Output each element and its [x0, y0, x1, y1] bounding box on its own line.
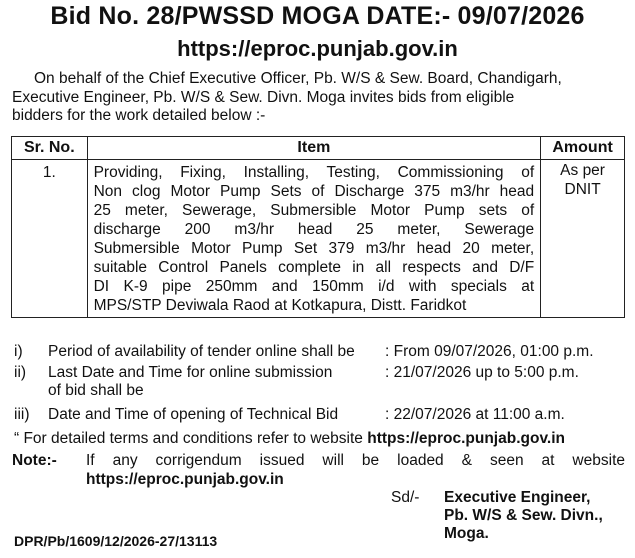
- col-header-sr: Sr. No.: [12, 137, 88, 160]
- item-line: Providing, Fixing, Installing, Testing, Commissioning of: [93, 164, 535, 181]
- schedule-label: Date and Time of opening of Technical Bid: [48, 406, 339, 423]
- schedule-label: Last Date and Time for online submission: [48, 364, 333, 381]
- item-line: Submersible Motor Pump Set 379 m3/hr head 20 meter,: [93, 240, 535, 257]
- terms-text: “ For detailed terms and conditions refer to website: [14, 430, 368, 447]
- signatory-line: Moga.: [444, 525, 489, 542]
- item-line: suitable Control Panels complete in all respects and D/F: [93, 259, 535, 276]
- schedule-value: : 21/07/2026 up to 5:00 p.m.: [385, 364, 579, 381]
- col-header-amount: Amount: [541, 137, 625, 160]
- schedule-number: i): [14, 343, 23, 360]
- bid-title: Bid No. 28/PWSSD MOGA DATE:- 09/07/2026: [50, 2, 585, 30]
- note-label: Note:-: [12, 452, 57, 469]
- item-line: DI K-9 pipe 250mm and 150mm i/d with specials at: [93, 278, 535, 295]
- col-header-item: Item: [87, 137, 541, 160]
- signatory-line: Pb. W/S & Sew. Divn.,: [444, 507, 603, 524]
- intro-line: bidders for the work detailed below :-: [12, 107, 266, 124]
- schedule-number: iii): [14, 406, 30, 423]
- item-line: discharge 200 m3/hr head 25 meter, Sewerage: [93, 221, 535, 238]
- website-heading[interactable]: https://eproc.punjab.gov.in: [177, 36, 458, 61]
- schedule-label: of bid shall be: [48, 382, 144, 399]
- intro-paragraph: [12, 70, 625, 126]
- note-website-link[interactable]: https://eproc.punjab.gov.in: [86, 471, 284, 488]
- intro-line: On behalf of the Chief Executive Officer, Pb. W/S & Sew. Board, Chandigarh,: [34, 70, 562, 87]
- reference-number: DPR/Pb/1609/12/2026-27/13113: [14, 533, 218, 549]
- schedule-value: : 22/07/2026 at 11:00 a.m.: [385, 406, 565, 423]
- cell-amount: [541, 160, 625, 318]
- item-line: MPS/STP Deviwala Raod at Kotkapura, Distt. Faridkot: [93, 297, 467, 314]
- signatory-line: Executive Engineer,: [444, 489, 591, 506]
- work-table: [11, 136, 625, 318]
- cell-sr: 1.: [12, 160, 88, 318]
- schedule-value: : From 09/07/2026, 01:00 p.m.: [385, 343, 594, 360]
- item-line: 25 meter, Sewerage, Submersible Motor Pump sets of: [93, 202, 535, 219]
- note-text: If any corrigendum issued will be loaded & seen at website: [86, 452, 625, 469]
- table-header-row: [12, 137, 625, 160]
- signature-sd: Sd/-: [391, 489, 420, 506]
- terms-line: [14, 430, 565, 448]
- signatory: [444, 489, 603, 543]
- schedule-label: Period of availability of tender online shall be: [48, 343, 355, 360]
- cell-item: [87, 160, 541, 318]
- item-line: Non clog Motor Pump Sets of Discharge 375 m3/hr head: [93, 183, 535, 200]
- terms-website-link[interactable]: https://eproc.punjab.gov.in: [367, 430, 565, 447]
- intro-line: Executive Engineer, Pb. W/S & Sew. Divn. Moga invites bids from eligible: [12, 88, 515, 106]
- table-row: [12, 160, 625, 318]
- amount-line: As per: [560, 162, 605, 179]
- schedule-number: ii): [14, 364, 27, 381]
- amount-line: DNIT: [564, 181, 601, 198]
